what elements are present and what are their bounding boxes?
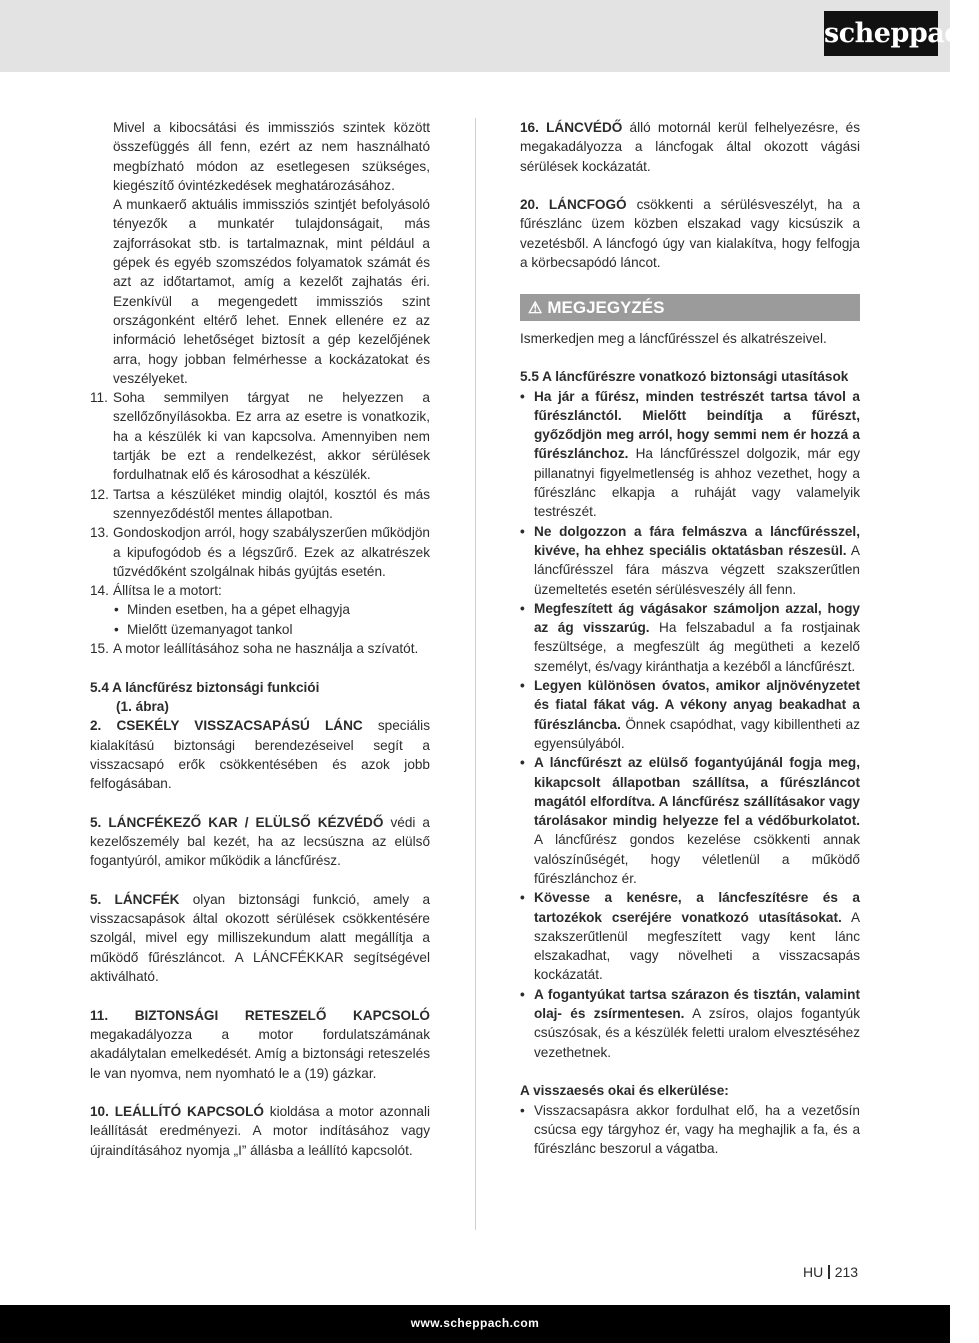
sub-list-item-text: Minden esetben, ha a gépet elhagyja [127,602,350,618]
bullet-icon: • [520,523,525,539]
safety-bullet [520,676,860,753]
section-figure-ref: (1. ábra) [116,698,169,714]
notice-text: Ismerkedjen meg a láncfűrésszel és alkatrészeivel. [520,330,827,346]
bullet-icon: • [520,678,525,694]
bullet-icon: • [114,621,119,637]
intro-paragraph: A munkaerő aktuális immissziós szintjét befolyásoló tényezők a munkatér tulajdonságait, más zajforrásokat stb. is tartalmaznak, mint például a gépek és egyéb szomszédos folyamatok számát és azt az időtartamot, amíg a kezelőt zajhatás éri. Ezenkívül a megengedett immissziós szint országonként eltérő lehet. Ennek ellenére ez az információ lehetőséget biztosít a gép kezelőjének arra, hogy jobban felmérhesse a kockázatokat és veszélyeket. [113,197,430,386]
feature-text: speciális kialakítású biztonsági berendezéseivel segít a visszacsapó erők csökkentésében és azok jobb felfogásában. [90,718,430,792]
page-language: HU [803,1264,824,1280]
bullet-icon: • [520,600,525,616]
safety-bullet-text: A láncfűrész gondos kezelése csökkenti annak valószínűségét, hogy véletlenül a működő fűrészlánchoz ér. [534,832,860,886]
list-item-number: 12. [90,486,109,502]
list-item [90,388,430,484]
notice-title: MEGJEGYZÉS [547,297,665,317]
page-number-separator [828,1265,830,1279]
feature-text: álló motornál kerül felhelyezésre, és megakadályozza a láncfogak által okozott vágási sérülések kockázatát. [520,120,860,174]
feature-text: olyan biztonsági funkció, amely a visszacsapások által okozott sérülések csökkentésére szolgál, mivel egy milliszekundum alatt megállítja a működő fűrészláncot. A LÁNCFÉKKAR segítségével aktiválható. [90,891,431,985]
left-column [90,118,430,1160]
list-item-text: Állítsa le a motort: [113,583,222,599]
feature-name: 11. BIZTONSÁGI RETESZELŐ KAPCSOLÓ [90,1007,430,1023]
feature-name: 10. LEÁLLÍTÓ KAPCSOLÓ [90,1104,264,1120]
feature-paragraph [90,890,430,986]
feature-paragraph [90,1102,430,1160]
feature-text: csökkenti a sérülésveszélyt, ha a fűrészlánc üzem közben elszakad vagy kicsúszik a vezetésből. A láncfogó úgy van kialakítva, hogy felfogja a körbecsapódó láncot. [520,197,861,271]
notice-banner [520,294,860,321]
list-item [90,485,430,524]
feature-paragraph [520,118,860,176]
safety-bullet [520,985,860,1062]
page-number-value: 213 [834,1264,859,1280]
feature-name: 20. LÁNCFOGÓ [520,197,627,213]
list-item-number: 14. [90,583,109,599]
safety-bullet-emphasis: A fogantyúkat tartsa szárazon és tisztán, valamint olaj- és zsírmentesen. [534,986,860,1022]
safety-bullet [520,387,860,522]
column-divider [475,118,476,1230]
safety-bullet-text: Ha láncfűrésszel dolgozik, már egy pillanatnyi figyelmetlenség is ahhoz vezethet, hogy a fűrészlánc elkapja a ruháját vagy valamelyik testrészét. [534,446,860,520]
page-footer [0,1305,950,1343]
list-item-text: Tartsa a készüléket mindig olajtól, kosztól és más szennyeződéstől mentes állapotban. [113,486,430,521]
safety-bullet [520,753,860,888]
page-header [0,0,979,72]
feature-paragraph [90,1006,430,1083]
bullet-icon: • [114,602,119,618]
safety-bullet-text: Ha felszabadul a fa rostjainak feszültsége, a megfeszült ág megütheti a kezelő személyt, és/vagy kiránthatja a kezéből a láncfűrészt. [534,620,861,674]
list-item [90,639,430,658]
feature-name: 16. LÁNCVÉDŐ [520,120,623,135]
list-item-number: 11. [90,390,108,406]
safety-bullet-emphasis: Megfeszített ág vágásakor számoljon azzal, hogy az ág visszarúg. [534,600,860,636]
feature-paragraph [90,716,430,793]
list-item-number: 13. [90,525,109,541]
safety-bullet-text: A szakszerűtlenül megfeszített vagy kent lánc elszakadhat, vagy növelheti a visszacsapás kockázatát. [534,909,861,983]
warning-triangle-icon: ⚠ [528,299,543,317]
list-item-text: Gondoskodjon arról, hogy szabályszerűen működjön a kipufogódob és a légszűrő. Ezek az alkatrészek tűzvédőként szolgálnak hibás gyújtás esetén. [113,525,430,579]
feature-name: 5. LÁNCFÉK [90,891,180,907]
section-title: 5.4 A láncfűrész biztonsági funkciói [90,679,320,695]
sub-list-item [90,620,430,639]
safety-bullet-emphasis: Legyen különösen óvatos, amikor aljnövényzetet és fiatal fákat vág. A vékony anyag beakadhat a fűrészláncba. [534,678,860,732]
list-item-number: 15. [90,641,109,657]
bullet-icon: • [520,986,525,1002]
intro-paragraph: Mivel a kibocsátási és immissziós szintek között összefüggés áll fenn, ezért az nem használható megbízható módon az esetlegesen szükséges, kiegészítő óvintézkedések meghatározásához. [113,120,430,193]
feature-paragraph [520,195,860,272]
safety-bullet-emphasis: Ha jár a fűrész, minden testrészét tartsa távol a fűrészlánctól. Mielőtt beindítja a fűrészt, győződjön meg arról, hogy semmi nem ér hozzá a fűrészlánchoz. [534,388,860,462]
feature-text: megakadályozza a motor fordulatszámának akadálytalan emelkedését. Amíg a biztonsági reteszelés le van nyomva, nem nyomható le a (19) gázkar. [90,1026,430,1081]
safety-bullet [520,888,860,984]
list-item [90,523,430,581]
feature-text: kioldása a motor azonnali leállítását eredményezi. A motor indításához vagy újraindításához nyomja „I” állásba a leállító kapcsolót. [90,1104,430,1158]
bullet-icon: • [520,1102,525,1118]
kickback-bullet [520,1101,860,1159]
safety-bullet-text: A láncfűrésszel fára mászva végzett szakszerűtlen üzemeltetés esetén sérülésveszély áll fenn. [534,542,861,597]
bullet-icon: • [520,388,525,404]
brand-logo: scheppach [824,11,938,56]
safety-bullet-text: Önnek csapódhat, vagy kibillentheti az egyensúlyából. [534,716,860,751]
feature-text: védi a kezelőszemély bal kezét, ha az lecsúszna az elülső fogantyúról, amikor működik a láncfűrész. [90,814,430,869]
section-title: 5.5 A láncfűrészre vonatkozó biztonsági utasítások [520,369,849,385]
page-number [803,1264,858,1280]
footer-url: www.scheppach.com [410,1316,540,1330]
sub-list-item [90,600,430,619]
sub-list-item-text: Mielőtt üzemanyagot tankol [127,621,293,637]
safety-bullet-emphasis: Ne dolgozzon a fára felmászva a láncfűrésszel, kivéve, ha ehhez speciális oktatásban részesül. [534,523,860,558]
list-item [90,581,430,600]
safety-bullet [520,522,860,599]
kickback-title: A visszaesés okai és elkerülése: [520,1083,729,1099]
right-column [520,118,860,1158]
feature-name: 2. CSEKÉLY VISSZACSAPÁSÚ LÁNC [90,718,363,734]
bullet-icon: • [520,755,525,771]
safety-bullet-text: A zsíros, olajos fogantyúk csúszósak, és a készülék feletti uralom elvesztéséhez vezethetnek. [534,1006,861,1060]
bullet-icon: • [520,890,525,906]
feature-paragraph [90,813,430,871]
safety-bullet-emphasis: Kövesse a kenésre, a láncfeszítésre és a tartozékok cseréjére vonatkozó utasításokat. [534,890,860,925]
list-item-text: A motor leállításához soha ne használja a szívatót. [113,641,419,657]
feature-name: 5. LÁNCFÉKEZŐ KAR / ELÜLSŐ KÉZVÉDŐ [90,814,384,830]
safety-bullet-emphasis: A láncfűrészt az elülső fogantyújánál fogja meg, kikapcsolt állapotban szállítsa, a fűrészláncot magától elfordítva. A láncfűrész szállításakor vagy tárolásakor mindig helyezze fel a védőburkolatot. [534,755,860,829]
safety-bullet [520,599,860,676]
list-item-text: Soha semmilyen tárgyat ne helyezzen a szellőzőnyílásokba. Ez arra az esetre is vonatkozik, ha a készülék ki van kapcsolva. Amennyiben nem tartják be ezt a rendelkezést, akkor sérülések fordulhatnak elő és károsodhat a készülék. [113,390,430,483]
kickback-bullet-text: Visszacsapásra akkor fordulhat elő, ha a vezetősín csúcsa egy tárgyhoz ér, vagy ha meghajlik a fa, és a fűrészlánc beszorul a vágatba. [534,1102,860,1157]
